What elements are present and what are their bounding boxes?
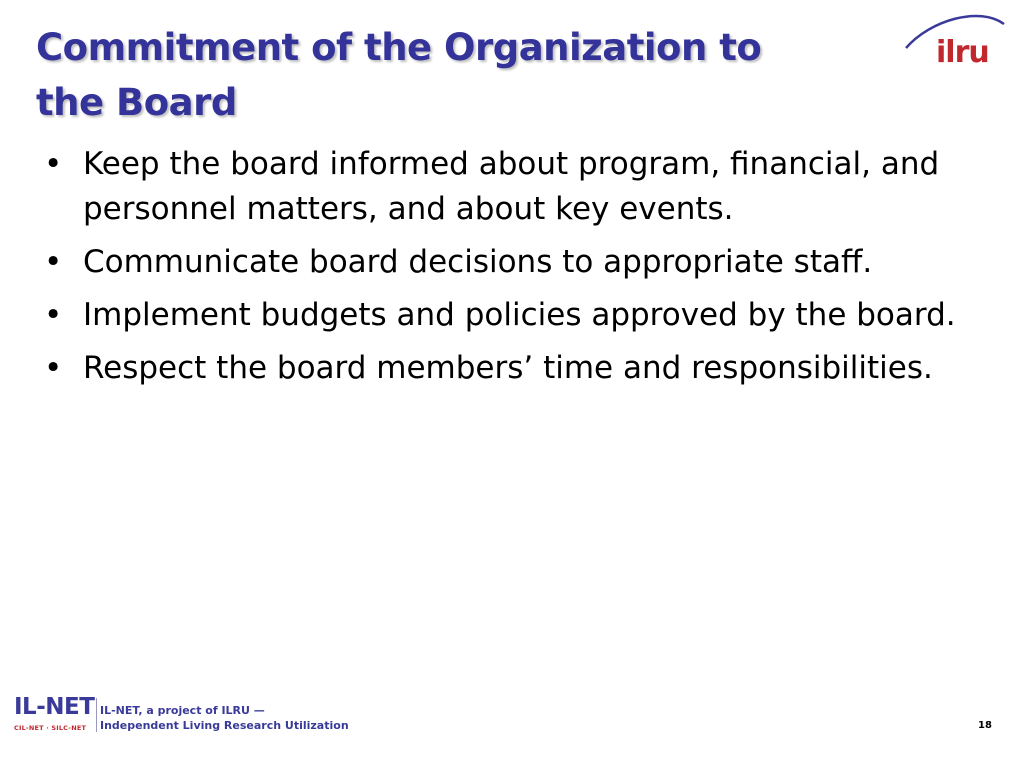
bullet-item — [44, 240, 1004, 285]
slide-title — [36, 20, 856, 130]
ilru-swoosh-icon — [900, 6, 1012, 68]
ilru-logo-text: ilru — [936, 35, 989, 68]
footer-tagline — [100, 703, 349, 733]
footer-divider — [96, 698, 97, 732]
title-line-2: the Board — [36, 81, 237, 124]
bullet-text: Communicate board decisions to appropriate staff. — [83, 244, 873, 280]
footer-line-1: IL-NET, a project of ILRU — — [100, 704, 265, 717]
ilru-logo — [900, 6, 1012, 68]
footer — [14, 694, 349, 744]
bullet-marker: • — [44, 297, 63, 333]
bullet-item — [44, 142, 1004, 232]
page-number: 18 — [978, 720, 992, 731]
title-line-1: Commitment of the Organization to — [36, 26, 762, 69]
ilnet-logo-subtext: CIL-NET · SILC-NET — [14, 724, 87, 732]
bullet-marker: • — [44, 244, 63, 280]
bullet-item — [44, 293, 1004, 338]
bullet-text: Implement budgets and policies approved by the board. — [83, 297, 956, 333]
bullet-marker: • — [44, 146, 63, 182]
bullet-text: Keep the board informed about program, financial, and personnel matters, and about key events. — [83, 146, 940, 227]
bullet-text: Respect the board members’ time and responsibilities. — [83, 350, 933, 386]
footer-line-2: Independent Living Research Utilization — [100, 719, 349, 732]
bullet-item — [44, 346, 1004, 391]
bullet-marker: • — [44, 350, 63, 386]
bullet-list — [44, 142, 1004, 399]
ilnet-logo-text: IL-NET — [14, 694, 95, 720]
ilnet-logo — [14, 694, 98, 732]
